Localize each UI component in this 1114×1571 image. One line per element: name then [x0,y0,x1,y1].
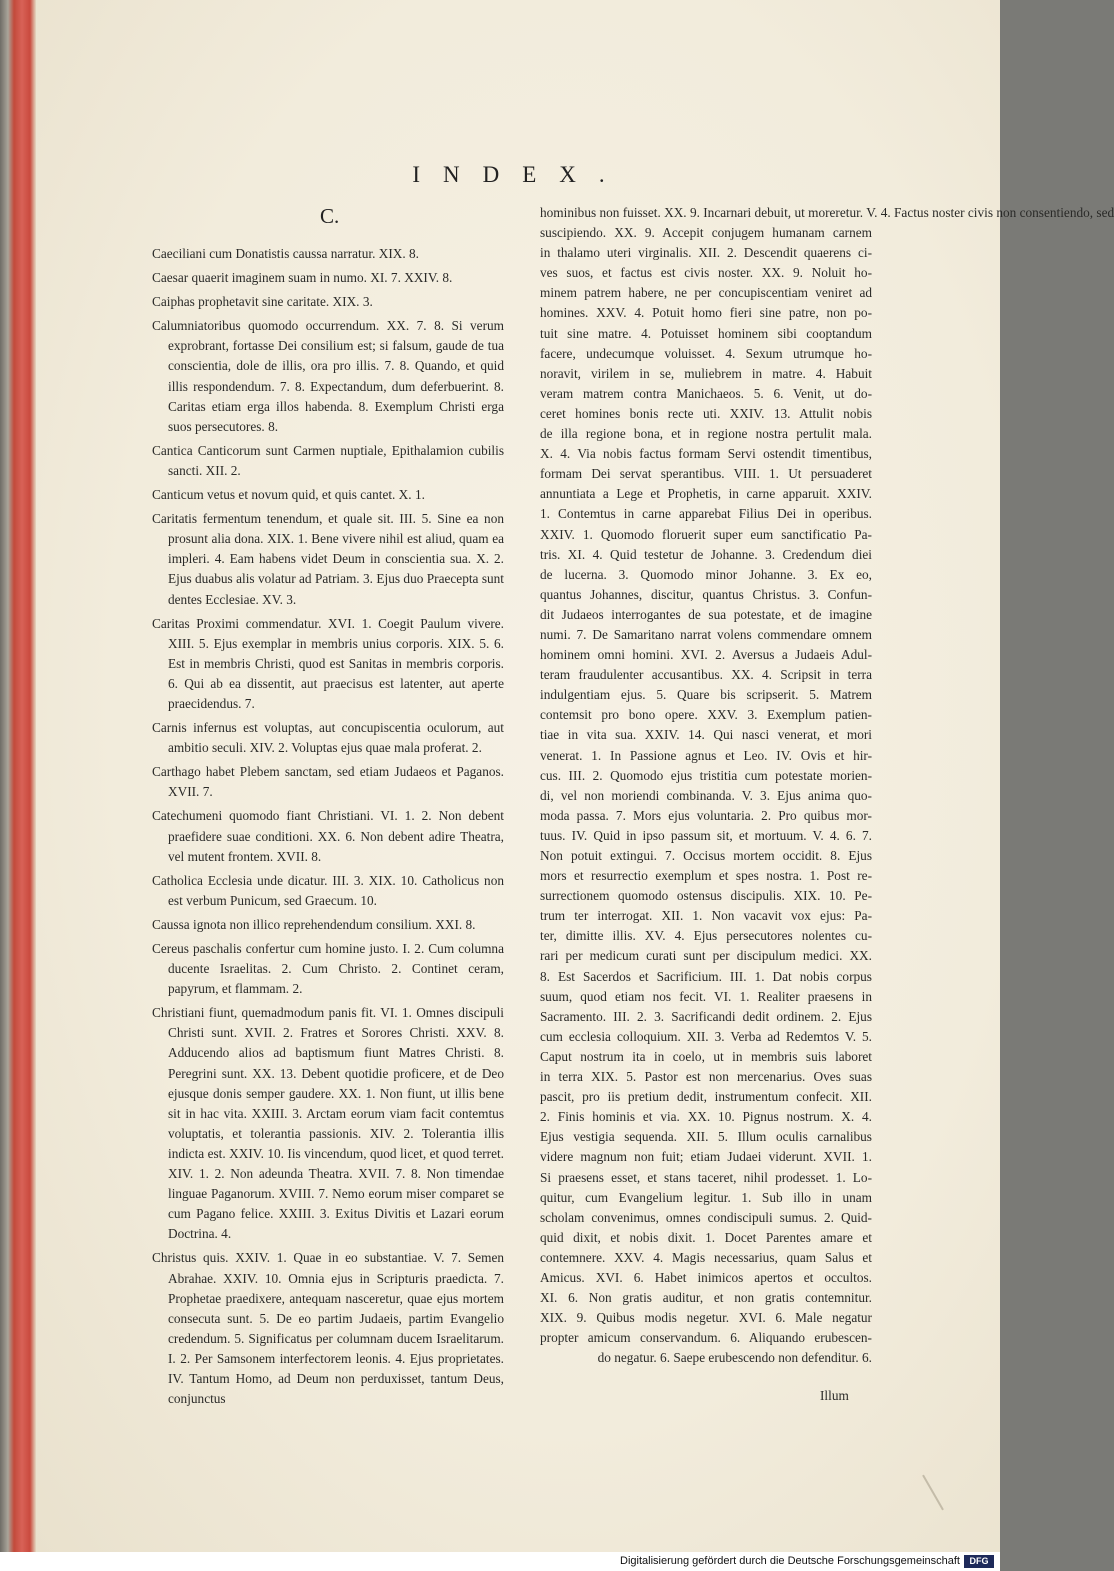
index-entry: Calumniatoribus quomodo occurrendum. XX. 7. 8. Si verum exprobrant, fortasse Dei consilium est; si falsum, gaude de tua conscientia, dole de illis, ora pro illis. 7. 8. Quando, et quid illis respondendum. 7. 8. Expectandum, dum deferbuerint. 8. Caritas etiam erga illos habenda. 8. Exemplum Christi erga suos persecutores. 8. [152,318,504,434]
index-line: suum, quod etiam nos fecit. VI. 1. Realiter praesens in [540,988,872,1004]
index-line: ves suos, et factus est civis noster. XX. 9. Noluit ho- [540,265,872,281]
index-line: formam Dei servat sperantibus. VIII. 1. Ut persuaderet [540,466,872,482]
index-line: veram matrem contra Manichaeos. 5. 6. Venit, ut do- [540,385,872,401]
index-line: quid dixit, et nobis dixit. 1. Docet Parentes amare et [540,1229,872,1245]
index-line: Caput nostrum ita in coelo, ut in membris suis laboret [540,1048,872,1064]
index-line: propter amicum conservandum. 6. Aliquando erubescen- [540,1330,872,1346]
left-column [152,244,504,1413]
index-line: tiae in vita sua. XXIV. 14. Qui nasci venerat, et mori [540,727,872,743]
catchword: Illum [820,1388,849,1403]
index-entry: Canticum vetus et novum quid, et quis cantet. X. 1. [152,487,425,503]
index-entry: Caiphas prophetavit sine caritate. XIX. 3. [152,294,373,310]
index-entry: Caussa ignota non illico reprehendendum consilium. XXI. 8. [152,916,476,932]
index-entry: Carnis infernus est voluptas, aut concupiscentia oculorum, aut ambitio seculi. XIV. 2. Voluptas ejus quae mala proferat. 2. [152,720,504,756]
index-line: XXIV. 1. Quomodo floruerit super eum sanctificatio Pa- [540,526,872,542]
index-entry: Caritatis fermentum tenendum, et quale sit. III. 5. Sine ea non prosunt alia dona. XIX. 1. Bene vivere nihil est aliud, quam ea impleri. 4. Eam habens videt Deum in conscientia sua. X. 2. Ejus duabus alis volatur ad Patriam. 3. Ejus duo Praecepta sunt dentes Ecclesiae. XV. 3. [152,511,504,607]
index-line: hominibus non fuisset. XX. 9. Incarnari debuit, ut moreretur. V. 4. Factus noster civis non consentiendo, sed [540,205,1114,220]
index-line: annuntiata a Lege et Prophetis, in carne apparuit. XXIV. [540,486,872,502]
index-line: quantus Johannes, discitur, quantus Christus. 3. Confun- [540,586,872,602]
dfg-logo: DFG [964,1555,994,1568]
page-heading: INDEX. [412,162,628,187]
index-line: Amicus. XVI. 6. Habet inimicos apertos et occultos. [540,1269,872,1285]
index-entry: Catechumeni quomodo fiant Christiani. VI. 1. 2. Non debent praefidere suae conditioni. XX. 6. Non debent adire Theatra, vel mutent frontem. XVII. 8. [152,808,504,864]
index-line: 8. Est Sacerdos et Sacrificium. III. 1. Dat nobis corpus [540,968,872,984]
index-line: X. 4. Via nobis factus formam Servi ostendit timentibus, [540,446,872,462]
index-line: facere, undecumque voluisset. 4. Sexum utrumque ho- [540,345,872,361]
index-line: tuus. IV. Quid in ipso passum sit, et mortuum. V. 4. 6. 7. [540,827,872,843]
index-line: moda passa. 7. Mors ejus voluntaria. 2. Pro quibus mor- [540,807,872,823]
index-line: venerat. 1. In Passione agnus et Leo. IV. Ovis et hir- [540,747,872,763]
index-line: Ejus vestigia sequenda. XII. 5. Illum oculis carnalibus [540,1129,872,1145]
index-line: noravit, virilem in se, muliebrem in matre. 4. Habuit [540,365,872,381]
index-line: contemnere. XXV. 4. Magis necessarius, quam Salus et [540,1249,872,1265]
index-line: in thalamo uteri virginalis. XII. 2. Descendit quaerens ci- [540,245,872,261]
index-line: teram fraudulenter accusantibus. XX. 4. Scripsit in terra [540,667,872,683]
index-line: quitur, cum Evangelium legitur. 1. Sub illo in unam [540,1189,872,1205]
index-line: ter, dimitte illis. XV. 4. Ejus persecutores nolentes cu- [540,928,872,944]
index-entry: Caesar quaerit imaginem suam in numo. XI. 7. XXIV. 8. [152,270,453,286]
index-line: scholam convenimus, omnes condiscipuli sumus. 2. Quid- [540,1209,872,1225]
index-line: surrectionem quomodo ostensus discipulis. XIX. 10. Pe- [540,888,872,904]
index-line: cum ecclesia colloquium. XII. 3. Verba ad Redemtos V. 5. [540,1028,872,1044]
index-line: numi. 7. De Samaritano narrat volens commendare omnem [540,626,872,642]
index-line: homines. XXV. 4. Potuit homo fieri sine patre, non po- [540,305,872,321]
book-spine-edge [0,0,36,1552]
digitization-footer [0,1552,1000,1571]
right-column [540,203,1114,1368]
index-line: XI. 6. Non gratis auditur, et non gratis contemnitur. [540,1290,872,1306]
index-line: de illa regione bona, et in regione nostra pertulit mala. [540,426,872,442]
index-line: minem patrem habere, ne per concupiscentiam veniret ad [540,285,872,301]
index-line: Non potuit extingui. 7. Occisus mortem occidit. 8. Ejus [540,848,872,863]
section-letter: C. [320,204,340,228]
index-line: pascit, pro iis pretium dedit, instrumentum confecit. XII. [540,1089,872,1105]
index-line: XIX. 9. Quibus modis negetur. XVI. 6. Male negatur [540,1310,872,1326]
index-line: dit Judaeos interrogantes de sua potestate, et de imagine [540,606,872,622]
index-line: suscipiendo. XX. 9. Accepit conjugem humanam carnem [540,225,872,241]
index-line: di, vel non moriendi combinanda. V. 3. Ejus anima quo- [540,787,872,803]
index-line: do negatur. 6. Saepe erubescendo non defenditur. 6. [597,1350,872,1366]
index-line: Si praesens esset, et stans taceret, nihil prodesset. 1. Lo- [540,1169,872,1185]
index-line: tuit sine matre. 4. Potuisset hominem sibi cooptandum [540,325,872,341]
index-line: rari per medicum curati sunt per discipulum medici. XX. [540,948,872,964]
index-line: mors et resurrectio exemplum et spes nostra. 1. Post re- [540,868,872,884]
index-entry: Christus quis. XXIV. 1. Quae in eo substantiae. V. 7. Semen Abrahae. XXIV. 10. Omnia ejus in Scripturis praedicta. 7. Prophetae praedixere, antequam nasceretur, quae ejus mortem consecuta sunt. 5. De eo partim Judaeis, partim Evangelio credendum. 5. Significatus per columnam ducem Israelitarum. I. 2. Per Samsonem interfectorem leonis. 4. Ejus proprietates. IV. Tantum Homo, ad Deum non perduxisset, tantum Deus, conjunctus [152,1250,504,1407]
index-line: indulgentiam ejus. 5. Quare bis scripserit. 5. Matrem [540,687,872,703]
index-line: Sacramento. III. 2. 3. Sacrificandi dedit ordinem. 2. Ejus [540,1008,872,1024]
index-line: cus. III. 2. Quomodo ejus tristitia cum potestate morien- [540,767,872,783]
index-line: contemsit pro bono opere. XXV. 3. Exemplum patien- [540,707,872,723]
index-line: 2. Finis hominis et via. XX. 10. Pignus nostrum. X. 4. [540,1109,872,1125]
index-line: videre magnum non fuit; etiam Judaei viderunt. XVII. 1. [540,1149,872,1165]
index-line: trum ter interrogat. XII. 1. Non vacavit vox ejus: Pa- [540,908,872,924]
index-entry: Christiani fiunt, quemadmodum panis fit. VI. 1. Omnes discipuli Christi sunt. XVII. 2. Fratres et Sorores Christi. XXV. 8. Adducendo alios ad baptismum fiunt Matres Christi. 8. Peregrini sunt. XX. 13. Debent quotidie proficere, et de Deo ejusque donis semper gaudere. XX. 1. Non fiunt, ut illis bene sit in hac vita. XXIII. 3. Arctam eorum viam facit contemtus voluptatis, et tolerantia passionis. XIV. 2. Tolerantia illis indicta est. XXIV. 10. Iis vincendum, quod licet, et quod terret. XIV. 1. 2. Non adeunda Theatra. XVII. 7. 8. Non timendae linguae Paganorum. XVIII. 7. Nemo eorum miser comparet se cum Pagano felice. XXIII. 3. Exitus Divitis et Lazari eorum Doctrina. 4. [152,1005,504,1242]
index-line: hominem omni homini. XVI. 2. Aversus a Judaeis Adul- [540,647,872,663]
index-line: 1. Contemtus in carne apparebat Filius Dei in operibus. [540,506,872,522]
index-entry: Catholica Ecclesia unde dicatur. III. 3. XIX. 10. Catholicus non est verbum Punicum, sed Graecum. 10. [152,872,504,908]
index-line: de lucerna. 3. Quomodo minor Johanne. 3. Ex eo, [540,566,872,582]
index-entry: Cantica Canticorum sunt Carmen nuptiale, Epithalamion cubilis sancti. XII. 2. [152,442,504,478]
index-line: in terra XIX. 5. Pastor est non mercenarius. Oves suas [540,1069,872,1085]
index-entry: Cereus paschalis confertur cum homine justo. I. 2. Cum columna ducente Israelitas. 2. Cum Christo. 2. Continet ceram, papyrum, et flammam. 2. [152,941,504,997]
index-entry: Caeciliani cum Donatistis caussa narratur. XIX. 8. [152,246,419,261]
footer-text: Digitalisierung gefördert durch die Deutsche Forschungsgemeinschaft [620,1555,960,1567]
index-line: ceret homines bonis recte uti. XXIV. 13. Attulit nobis [540,405,872,421]
index-entry: Caritas Proximi commendatur. XVI. 1. Coegit Paulum vivere. XIII. 5. Ejus exemplar in membris unius corporis. XIX. 5. 6. Est in membris Christi, quod est Sanitas in membris corporis. 6. Qui ab ea dissentit, aut praecisus est latenter, aut aperte praecidendus. 7. [152,615,504,711]
index-entry: Carthago habet Plebem sanctam, sed etiam Judaeos et Paganos. XVII. 7. [152,764,504,800]
index-line: tris. XI. 4. Quid testetur de Johanne. 3. Credendum diei [540,546,872,562]
